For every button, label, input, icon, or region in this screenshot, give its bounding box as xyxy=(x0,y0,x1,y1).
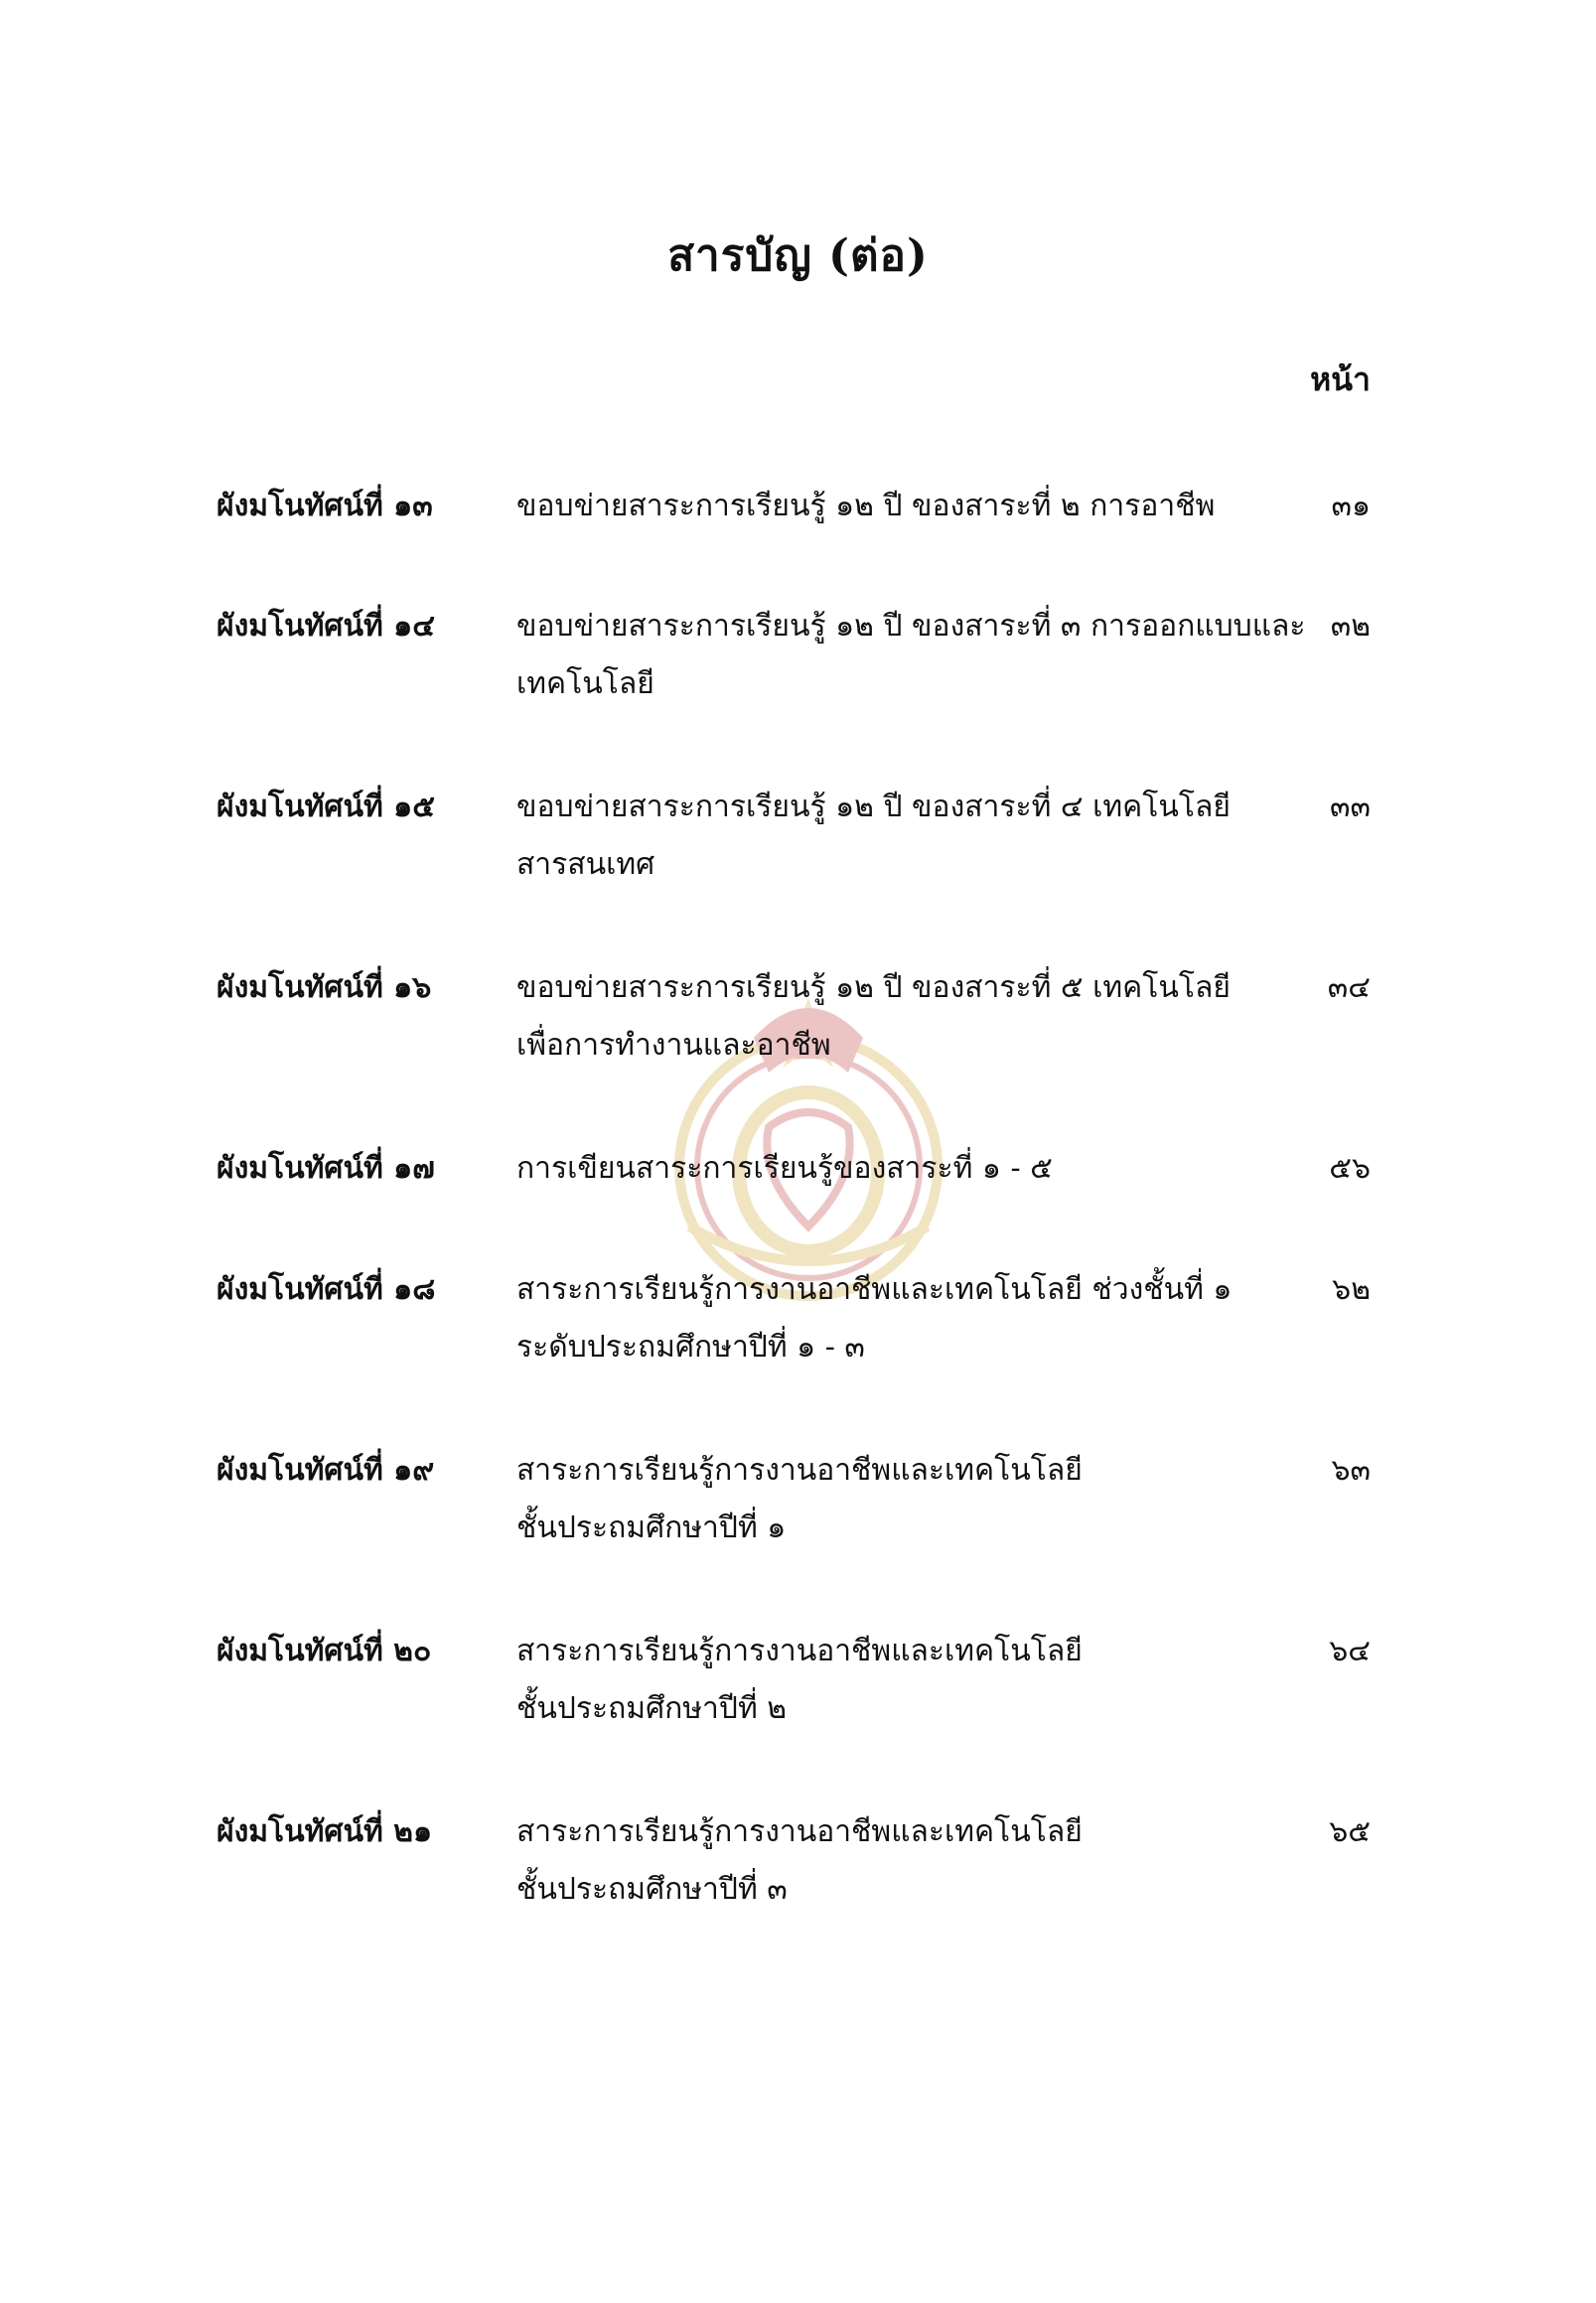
toc-entry-label: ผังมโนทัศน์ที่ ๑๗ xyxy=(217,1151,435,1186)
toc-entry-label: ผังมโนทัศน์ที่ ๑๖ xyxy=(217,970,432,1005)
toc-entry-title-line: ชั้นประถมศึกษาปีที่ ๓ xyxy=(516,1872,788,1907)
page-title: สารบัญ (ต่อ) xyxy=(667,230,929,281)
toc-entry-label: ผังมโนทัศน์ที่ ๑๓ xyxy=(217,489,433,523)
toc-entry-title xyxy=(516,1140,1291,1198)
toc-entry-label: ผังมโนทัศน์ที่ ๑๔ xyxy=(217,609,435,644)
toc-entry-title-line: ชั้นประถมศึกษาปีที่ ๒ xyxy=(516,1691,788,1726)
toc-entry-page: ๓๓ xyxy=(1329,790,1371,824)
toc-entry-page: ๖๕ xyxy=(1329,1814,1371,1849)
toc-entry-label: ผังมโนทัศน์ที่ ๒๑ xyxy=(217,1814,432,1849)
toc-entry-title-line: ชั้นประถมศึกษาปีที่ ๑ xyxy=(516,1511,787,1545)
toc-entry-title-line: สาระการเรียนรู้การงานอาชีพและเทคโนโลยี xyxy=(516,1453,1083,1488)
page-column-header: หน้า xyxy=(1310,360,1371,398)
toc-entry-title-line: เทคโนโลยี xyxy=(516,666,654,701)
toc-entry-title-line: ระดับประถมศึกษาปีที่ ๑ - ๓ xyxy=(516,1330,865,1365)
toc-entry-title-line: เพื่อการทำงานและอาชีพ xyxy=(516,1028,831,1063)
toc-entry-title-line: ขอบข่ายสาระการเรียนรู้ ๑๒ ปี ของสาระที่ ๓ การออกแบบและ xyxy=(516,609,1306,644)
toc-entry-title-line: การเขียนสาระการเรียนรู้ของสาระที่ ๑ - ๕ xyxy=(516,1151,1053,1186)
toc-entry-label: ผังมโนทัศน์ที่ ๑๘ xyxy=(217,1272,436,1307)
toc-entry-page: ๓๑ xyxy=(1331,489,1371,523)
toc-entry-title-line: ขอบข่ายสาระการเรียนรู้ ๑๒ ปี ของสาระที่ ๒ การอาชีพ xyxy=(516,489,1216,523)
toc-entry-title-line: ขอบข่ายสาระการเรียนรู้ ๑๒ ปี ของสาระที่ ๕ เทคโนโลยี xyxy=(516,970,1231,1005)
toc-entry-title xyxy=(516,598,1306,713)
toc-entry-page: ๓๔ xyxy=(1327,970,1371,1005)
toc-entry-title-line: สาระการเรียนรู้การงานอาชีพและเทคโนโลยี xyxy=(516,1634,1083,1668)
toc-entry-label: ผังมโนทัศน์ที่ ๑๙ xyxy=(217,1453,435,1488)
toc-entry-label: ผังมโนทัศน์ที่ ๒๐ xyxy=(217,1634,432,1668)
toc-entry-page: ๖๒ xyxy=(1332,1272,1371,1307)
toc-entry-page: ๖๔ xyxy=(1329,1634,1371,1668)
toc-entry-title-line: ขอบข่ายสาระการเรียนรู้ ๑๒ ปี ของสาระที่ ๔ เทคโนโลยี xyxy=(516,790,1231,824)
toc-entry-label: ผังมโนทัศน์ที่ ๑๕ xyxy=(217,790,435,824)
toc-entry-page: ๕๖ xyxy=(1329,1151,1371,1186)
toc-entry-title xyxy=(516,959,1291,1075)
toc-entry-page: ๓๒ xyxy=(1330,609,1371,644)
toc-entry-title xyxy=(516,1261,1291,1376)
toc-entry-title xyxy=(516,1623,1291,1738)
toc-entry-title xyxy=(516,779,1291,894)
toc-entry-title-line: สาระการเรียนรู้การงานอาชีพและเทคโนโลยี xyxy=(516,1814,1083,1849)
toc-entry-title xyxy=(516,1803,1291,1919)
toc-entry-title-line: สาระการเรียนรู้การงานอาชีพและเทคโนโลยี ช่วงชั้นที่ ๑ xyxy=(516,1272,1233,1307)
toc-entry-page: ๖๓ xyxy=(1331,1453,1371,1488)
toc-entry-title xyxy=(516,478,1291,535)
toc-entry-title xyxy=(516,1442,1291,1557)
toc-entry-title-line: สารสนเทศ xyxy=(516,847,655,882)
